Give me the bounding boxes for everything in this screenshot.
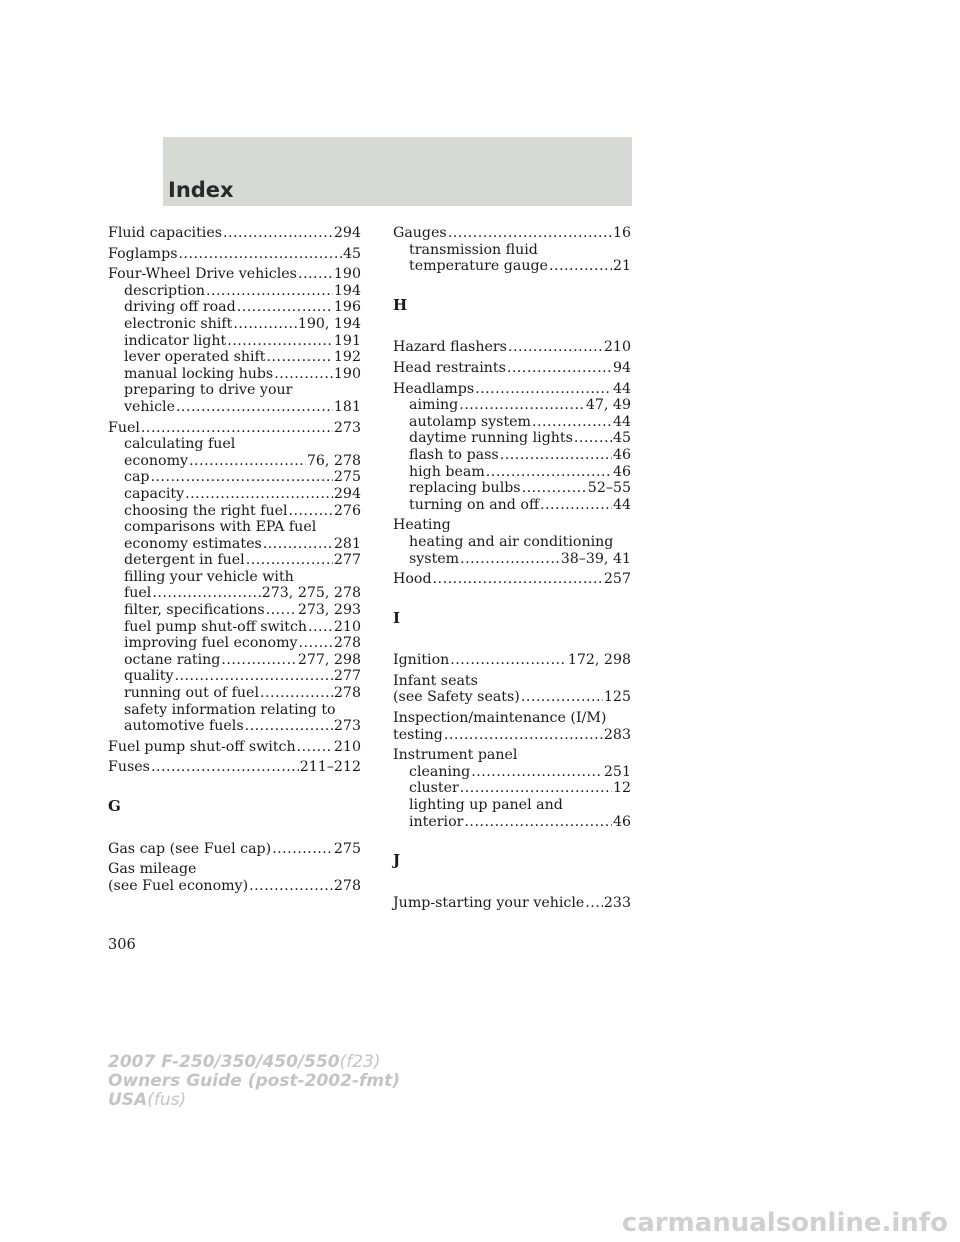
index-entry bbox=[108, 861, 361, 894]
index-entry-line bbox=[393, 710, 631, 727]
index-subentry bbox=[108, 349, 361, 366]
page-reference: 16 bbox=[612, 225, 631, 241]
entry-text: indicator light bbox=[124, 332, 227, 349]
entry-text: description bbox=[124, 282, 206, 299]
dot-leader bbox=[176, 399, 333, 416]
entry-text: preparing to drive your bbox=[124, 382, 293, 399]
index-entry bbox=[393, 339, 631, 356]
dot-leader bbox=[206, 283, 333, 300]
entry-text: (see Safety seats) bbox=[393, 689, 520, 706]
page-reference: 46 bbox=[612, 463, 631, 480]
index-entry bbox=[393, 673, 631, 706]
index-entry-line bbox=[108, 225, 361, 242]
dot-leader bbox=[308, 619, 333, 636]
dot-leader bbox=[263, 536, 333, 553]
page-reference: 294 bbox=[333, 225, 361, 241]
entry-text: cap bbox=[124, 469, 150, 486]
entry-text: choosing the right fuel bbox=[124, 502, 288, 519]
entry-text: comparisons with EPA fuel bbox=[124, 519, 317, 536]
page-reference: 172, 298 bbox=[567, 652, 631, 669]
index-entry-line bbox=[108, 246, 361, 263]
dot-leader bbox=[522, 480, 587, 497]
index-subentry bbox=[108, 316, 361, 333]
dot-leader bbox=[289, 503, 333, 520]
entry-text: high beam bbox=[409, 463, 485, 480]
index-subentry bbox=[108, 668, 361, 685]
page-reference: 210 bbox=[333, 738, 361, 755]
index-entry bbox=[393, 360, 631, 377]
dot-leader bbox=[233, 316, 296, 333]
page-reference: 44 bbox=[612, 413, 631, 430]
index-subentry bbox=[108, 569, 361, 586]
page-title: Index bbox=[168, 178, 234, 202]
index-subentry bbox=[393, 534, 631, 551]
dot-leader bbox=[500, 447, 612, 464]
page-reference: 196 bbox=[333, 299, 361, 316]
entry-text: fuel bbox=[124, 585, 152, 602]
dot-leader bbox=[448, 225, 612, 242]
dot-leader bbox=[221, 652, 296, 669]
index-entry-line bbox=[108, 841, 361, 858]
footer bbox=[108, 1053, 400, 1110]
entry-text: quality bbox=[124, 668, 174, 685]
footer-line-3 bbox=[108, 1091, 400, 1110]
index-subentry bbox=[393, 258, 631, 275]
dot-leader bbox=[141, 420, 333, 437]
dot-leader bbox=[508, 339, 603, 356]
page-reference: 21 bbox=[612, 258, 631, 275]
index-subentry bbox=[108, 552, 361, 569]
index-subentry bbox=[393, 430, 631, 447]
index-entry bbox=[393, 652, 631, 669]
entry-text: economy estimates bbox=[124, 535, 262, 552]
dot-leader bbox=[433, 571, 603, 588]
index-subentry bbox=[393, 780, 631, 797]
entry-text: calculating fuel bbox=[124, 436, 236, 453]
entry-text: Jump-starting your vehicle bbox=[393, 894, 585, 911]
index-column-left bbox=[108, 225, 361, 898]
index-subentry bbox=[393, 814, 631, 831]
index-subentry bbox=[108, 283, 361, 300]
footer-guide: Owners Guide (post-2002-fmt) bbox=[108, 1071, 401, 1091]
index-subentry bbox=[108, 652, 361, 669]
entry-text: filling your vehicle with bbox=[124, 568, 294, 585]
entry-text: filter, specifications bbox=[124, 602, 265, 619]
index-entry bbox=[108, 759, 361, 776]
index-entry bbox=[393, 747, 631, 830]
index-subentry bbox=[108, 519, 361, 536]
entry-text: Foglamps bbox=[108, 245, 178, 262]
index-subentry bbox=[393, 242, 631, 259]
index-entry-line bbox=[393, 571, 631, 588]
index-entry-line bbox=[393, 381, 631, 398]
footer-line-1 bbox=[108, 1053, 400, 1072]
dot-leader bbox=[267, 349, 333, 366]
page-reference: 276 bbox=[333, 502, 361, 519]
page-reference: 278 bbox=[333, 877, 361, 894]
index-subentry bbox=[108, 635, 361, 652]
index-subentry bbox=[108, 702, 361, 719]
entry-text: Fuel pump shut-off switch bbox=[108, 738, 296, 755]
dot-leader bbox=[460, 551, 560, 568]
section-letter: H bbox=[393, 295, 408, 314]
page-reference: 47, 49 bbox=[585, 397, 631, 414]
index-subentry bbox=[393, 764, 631, 781]
index-column-right bbox=[393, 225, 631, 915]
dot-leader bbox=[507, 360, 612, 377]
entry-text: Fuses bbox=[108, 759, 150, 776]
index-entry-line bbox=[393, 747, 631, 764]
page-reference: 52–55 bbox=[587, 480, 631, 497]
index-subentry bbox=[393, 480, 631, 497]
dot-leader bbox=[297, 739, 333, 756]
index-entry-line bbox=[393, 339, 631, 356]
dot-leader bbox=[272, 841, 333, 858]
entry-text: cluster bbox=[409, 780, 459, 797]
page-reference: 45 bbox=[342, 245, 361, 262]
dot-leader bbox=[266, 602, 297, 619]
dot-leader bbox=[459, 397, 585, 414]
entry-text: Gauges bbox=[393, 225, 447, 241]
dot-leader bbox=[245, 718, 333, 735]
entry-text: Hazard flashers bbox=[393, 339, 507, 356]
index-subentry bbox=[108, 366, 361, 383]
index-subentry bbox=[108, 619, 361, 636]
entry-text: interior bbox=[409, 813, 464, 830]
dot-leader bbox=[471, 764, 603, 781]
page-reference: 277 bbox=[333, 552, 361, 569]
dot-leader bbox=[532, 414, 612, 431]
page-reference: 257 bbox=[603, 571, 631, 588]
watermark: carmanualsonline.info bbox=[621, 1208, 948, 1238]
index-subentry bbox=[108, 685, 361, 702]
page-reference: 281 bbox=[333, 535, 361, 552]
entry-text: lever operated shift bbox=[124, 349, 266, 366]
index-entry-line bbox=[108, 861, 361, 878]
page-reference: 191 bbox=[333, 332, 361, 349]
index-entry bbox=[393, 710, 631, 743]
dot-leader bbox=[521, 689, 603, 706]
entry-text: Hood bbox=[393, 571, 432, 588]
dot-leader bbox=[174, 668, 332, 685]
index-entry-line bbox=[393, 652, 631, 669]
entry-text: Infant seats bbox=[393, 672, 478, 689]
dot-leader bbox=[549, 258, 612, 275]
page-reference: 277 bbox=[333, 668, 361, 685]
entry-text: improving fuel economy bbox=[124, 635, 298, 652]
dot-leader bbox=[299, 635, 333, 652]
entry-text: flash to pass bbox=[409, 446, 499, 463]
entry-text: capacity bbox=[124, 485, 185, 502]
dot-leader bbox=[189, 453, 306, 470]
entry-text: running out of fuel bbox=[124, 685, 259, 702]
page-reference: 45 bbox=[612, 430, 631, 447]
entry-text: Fluid capacities bbox=[108, 225, 222, 241]
index-entry bbox=[393, 517, 631, 567]
entry-text: system bbox=[409, 550, 460, 567]
index-entry-line bbox=[108, 739, 361, 756]
index-entry bbox=[108, 266, 361, 415]
dot-leader bbox=[450, 652, 567, 669]
index-subentry bbox=[393, 397, 631, 414]
footer-line-2 bbox=[108, 1072, 400, 1091]
dot-leader bbox=[574, 430, 612, 447]
entry-text: replacing bulbs bbox=[409, 480, 521, 497]
dot-leader bbox=[274, 366, 333, 383]
page-reference: 275 bbox=[333, 840, 361, 857]
section-letter: J bbox=[393, 851, 401, 870]
index-subentry bbox=[108, 333, 361, 350]
entry-text: Ignition bbox=[393, 652, 450, 669]
page-reference: 44 bbox=[612, 496, 631, 513]
dot-leader bbox=[185, 486, 333, 503]
dot-leader bbox=[223, 225, 333, 242]
page-reference: 190 bbox=[333, 365, 361, 382]
index-entry-line bbox=[108, 420, 361, 437]
entry-text: driving off road bbox=[124, 299, 236, 316]
index-subentry bbox=[108, 382, 361, 399]
index-subentry bbox=[393, 447, 631, 464]
index-subentry bbox=[108, 399, 361, 416]
index-entry-line bbox=[393, 895, 631, 912]
dot-leader bbox=[444, 727, 603, 744]
entry-text: Headlamps bbox=[393, 380, 475, 397]
page-reference: 76, 278 bbox=[306, 452, 361, 469]
page-reference: 46 bbox=[612, 446, 631, 463]
entry-text: daytime running lights bbox=[409, 430, 573, 447]
dot-leader bbox=[152, 585, 260, 602]
page-number: 306 bbox=[108, 937, 136, 953]
entry-text: electronic shift bbox=[124, 315, 233, 332]
index-subentry bbox=[108, 486, 361, 503]
dot-leader bbox=[298, 266, 333, 283]
page-reference: 277, 298 bbox=[297, 651, 361, 668]
entry-text: heating and air conditioning bbox=[409, 533, 614, 550]
dot-leader bbox=[260, 685, 333, 702]
entry-text: Gas cap (see Fuel cap) bbox=[108, 840, 272, 857]
index-entry bbox=[393, 381, 631, 514]
entry-text: Gas mileage bbox=[108, 861, 197, 878]
index-entry-line bbox=[393, 727, 631, 744]
page-reference: 273 bbox=[333, 419, 361, 436]
page-reference: 210 bbox=[603, 339, 631, 356]
page-reference: 273, 275, 278 bbox=[261, 585, 361, 602]
entry-text: vehicle bbox=[124, 398, 175, 415]
entry-text: (see Fuel economy) bbox=[108, 877, 249, 894]
index-entry bbox=[393, 895, 631, 912]
page-reference: 125 bbox=[603, 689, 631, 706]
index-subentry bbox=[108, 718, 361, 735]
index-subentry bbox=[393, 797, 631, 814]
page-reference: 12 bbox=[612, 780, 631, 797]
entry-text: Fuel bbox=[108, 419, 140, 436]
index-subentry bbox=[393, 464, 631, 481]
footer-code: (f23) bbox=[339, 1052, 381, 1072]
entry-text: transmission fluid bbox=[409, 241, 538, 258]
entry-text: aiming bbox=[409, 397, 459, 414]
dot-leader bbox=[460, 780, 612, 797]
entry-text: Inspection/maintenance (I/M) bbox=[393, 710, 607, 727]
page-reference: 190, 194 bbox=[297, 315, 361, 332]
dot-leader bbox=[540, 497, 612, 514]
page-reference: 44 bbox=[612, 380, 631, 397]
entry-text: autolamp system bbox=[409, 413, 532, 430]
dot-leader bbox=[179, 246, 342, 263]
page-reference: 46 bbox=[612, 813, 631, 830]
entry-text: cleaning bbox=[409, 763, 471, 780]
dot-leader bbox=[227, 333, 333, 350]
entry-text: safety information relating to bbox=[124, 701, 336, 718]
index-subentry bbox=[108, 436, 361, 453]
entry-text: temperature gauge bbox=[409, 258, 548, 275]
index-entry-line bbox=[108, 759, 361, 776]
dot-leader bbox=[464, 814, 612, 831]
index-entry-line bbox=[393, 673, 631, 690]
entry-text: octane rating bbox=[124, 651, 221, 668]
index-subentry bbox=[108, 299, 361, 316]
page-reference: 211–212 bbox=[299, 759, 361, 776]
page-reference: 273, 293 bbox=[297, 602, 361, 619]
index-entry bbox=[108, 246, 361, 263]
entry-text: manual locking hubs bbox=[124, 365, 274, 382]
index-entry-line bbox=[393, 360, 631, 377]
index-subentry bbox=[108, 503, 361, 520]
index-entry bbox=[393, 571, 631, 588]
page-reference: 181 bbox=[333, 398, 361, 415]
entry-text: Head restraints bbox=[393, 359, 506, 376]
entry-text: detergent in fuel bbox=[124, 552, 245, 569]
index-subentry bbox=[108, 585, 361, 602]
page-reference: 278 bbox=[333, 635, 361, 652]
page-reference: 94 bbox=[612, 359, 631, 376]
index-subentry bbox=[393, 551, 631, 568]
page-reference: 275 bbox=[333, 469, 361, 486]
index-subentry bbox=[108, 536, 361, 553]
page-reference: 38–39, 41 bbox=[560, 550, 631, 567]
page-reference: 210 bbox=[333, 618, 361, 635]
index-entry bbox=[108, 739, 361, 756]
page-reference: 190 bbox=[333, 266, 361, 283]
entry-text: Four-Wheel Drive vehicles bbox=[108, 266, 297, 283]
page-reference: 251 bbox=[603, 763, 631, 780]
entry-text: automotive fuels bbox=[124, 718, 244, 735]
entry-text: testing bbox=[393, 726, 443, 743]
dot-leader bbox=[237, 299, 333, 316]
index-entry-line bbox=[393, 225, 631, 242]
entry-text: Instrument panel bbox=[393, 747, 518, 764]
page-reference: 283 bbox=[603, 726, 631, 743]
entry-text: fuel pump shut-off switch bbox=[124, 618, 308, 635]
dot-leader bbox=[475, 381, 612, 398]
index-entry-line bbox=[393, 689, 631, 706]
index-entry bbox=[108, 420, 361, 735]
section-letter: I bbox=[393, 608, 401, 627]
entry-text: Heating bbox=[393, 517, 451, 534]
page-reference: 278 bbox=[333, 685, 361, 702]
index-entry-line bbox=[108, 266, 361, 283]
dot-leader bbox=[151, 759, 299, 776]
index-entry-line bbox=[393, 517, 631, 534]
dot-leader bbox=[486, 464, 612, 481]
section-letter: G bbox=[108, 797, 121, 815]
index-entry-line bbox=[108, 878, 361, 895]
dot-leader bbox=[246, 552, 333, 569]
page-reference: 273 bbox=[333, 718, 361, 735]
dot-leader bbox=[585, 895, 603, 912]
entry-text: turning on and off bbox=[409, 496, 540, 513]
page-reference: 192 bbox=[333, 349, 361, 366]
index-subentry bbox=[108, 453, 361, 470]
footer-market: USA bbox=[108, 1090, 148, 1110]
index-subentry bbox=[393, 497, 631, 514]
footer-model: 2007 F-250/350/450/550 bbox=[108, 1052, 340, 1072]
footer-market-code: (fus) bbox=[147, 1090, 187, 1110]
index-subentry bbox=[108, 602, 361, 619]
dot-leader bbox=[249, 878, 333, 895]
dot-leader bbox=[151, 469, 333, 486]
page-reference: 233 bbox=[603, 894, 631, 911]
index-entry bbox=[108, 841, 361, 858]
index-entry bbox=[393, 225, 631, 275]
entry-text: lighting up panel and bbox=[409, 797, 563, 814]
page-reference: 294 bbox=[333, 485, 361, 502]
index-entry bbox=[108, 225, 361, 242]
index-subentry bbox=[108, 469, 361, 486]
index-subentry bbox=[393, 414, 631, 431]
entry-text: economy bbox=[124, 452, 189, 469]
page-reference: 194 bbox=[333, 282, 361, 299]
